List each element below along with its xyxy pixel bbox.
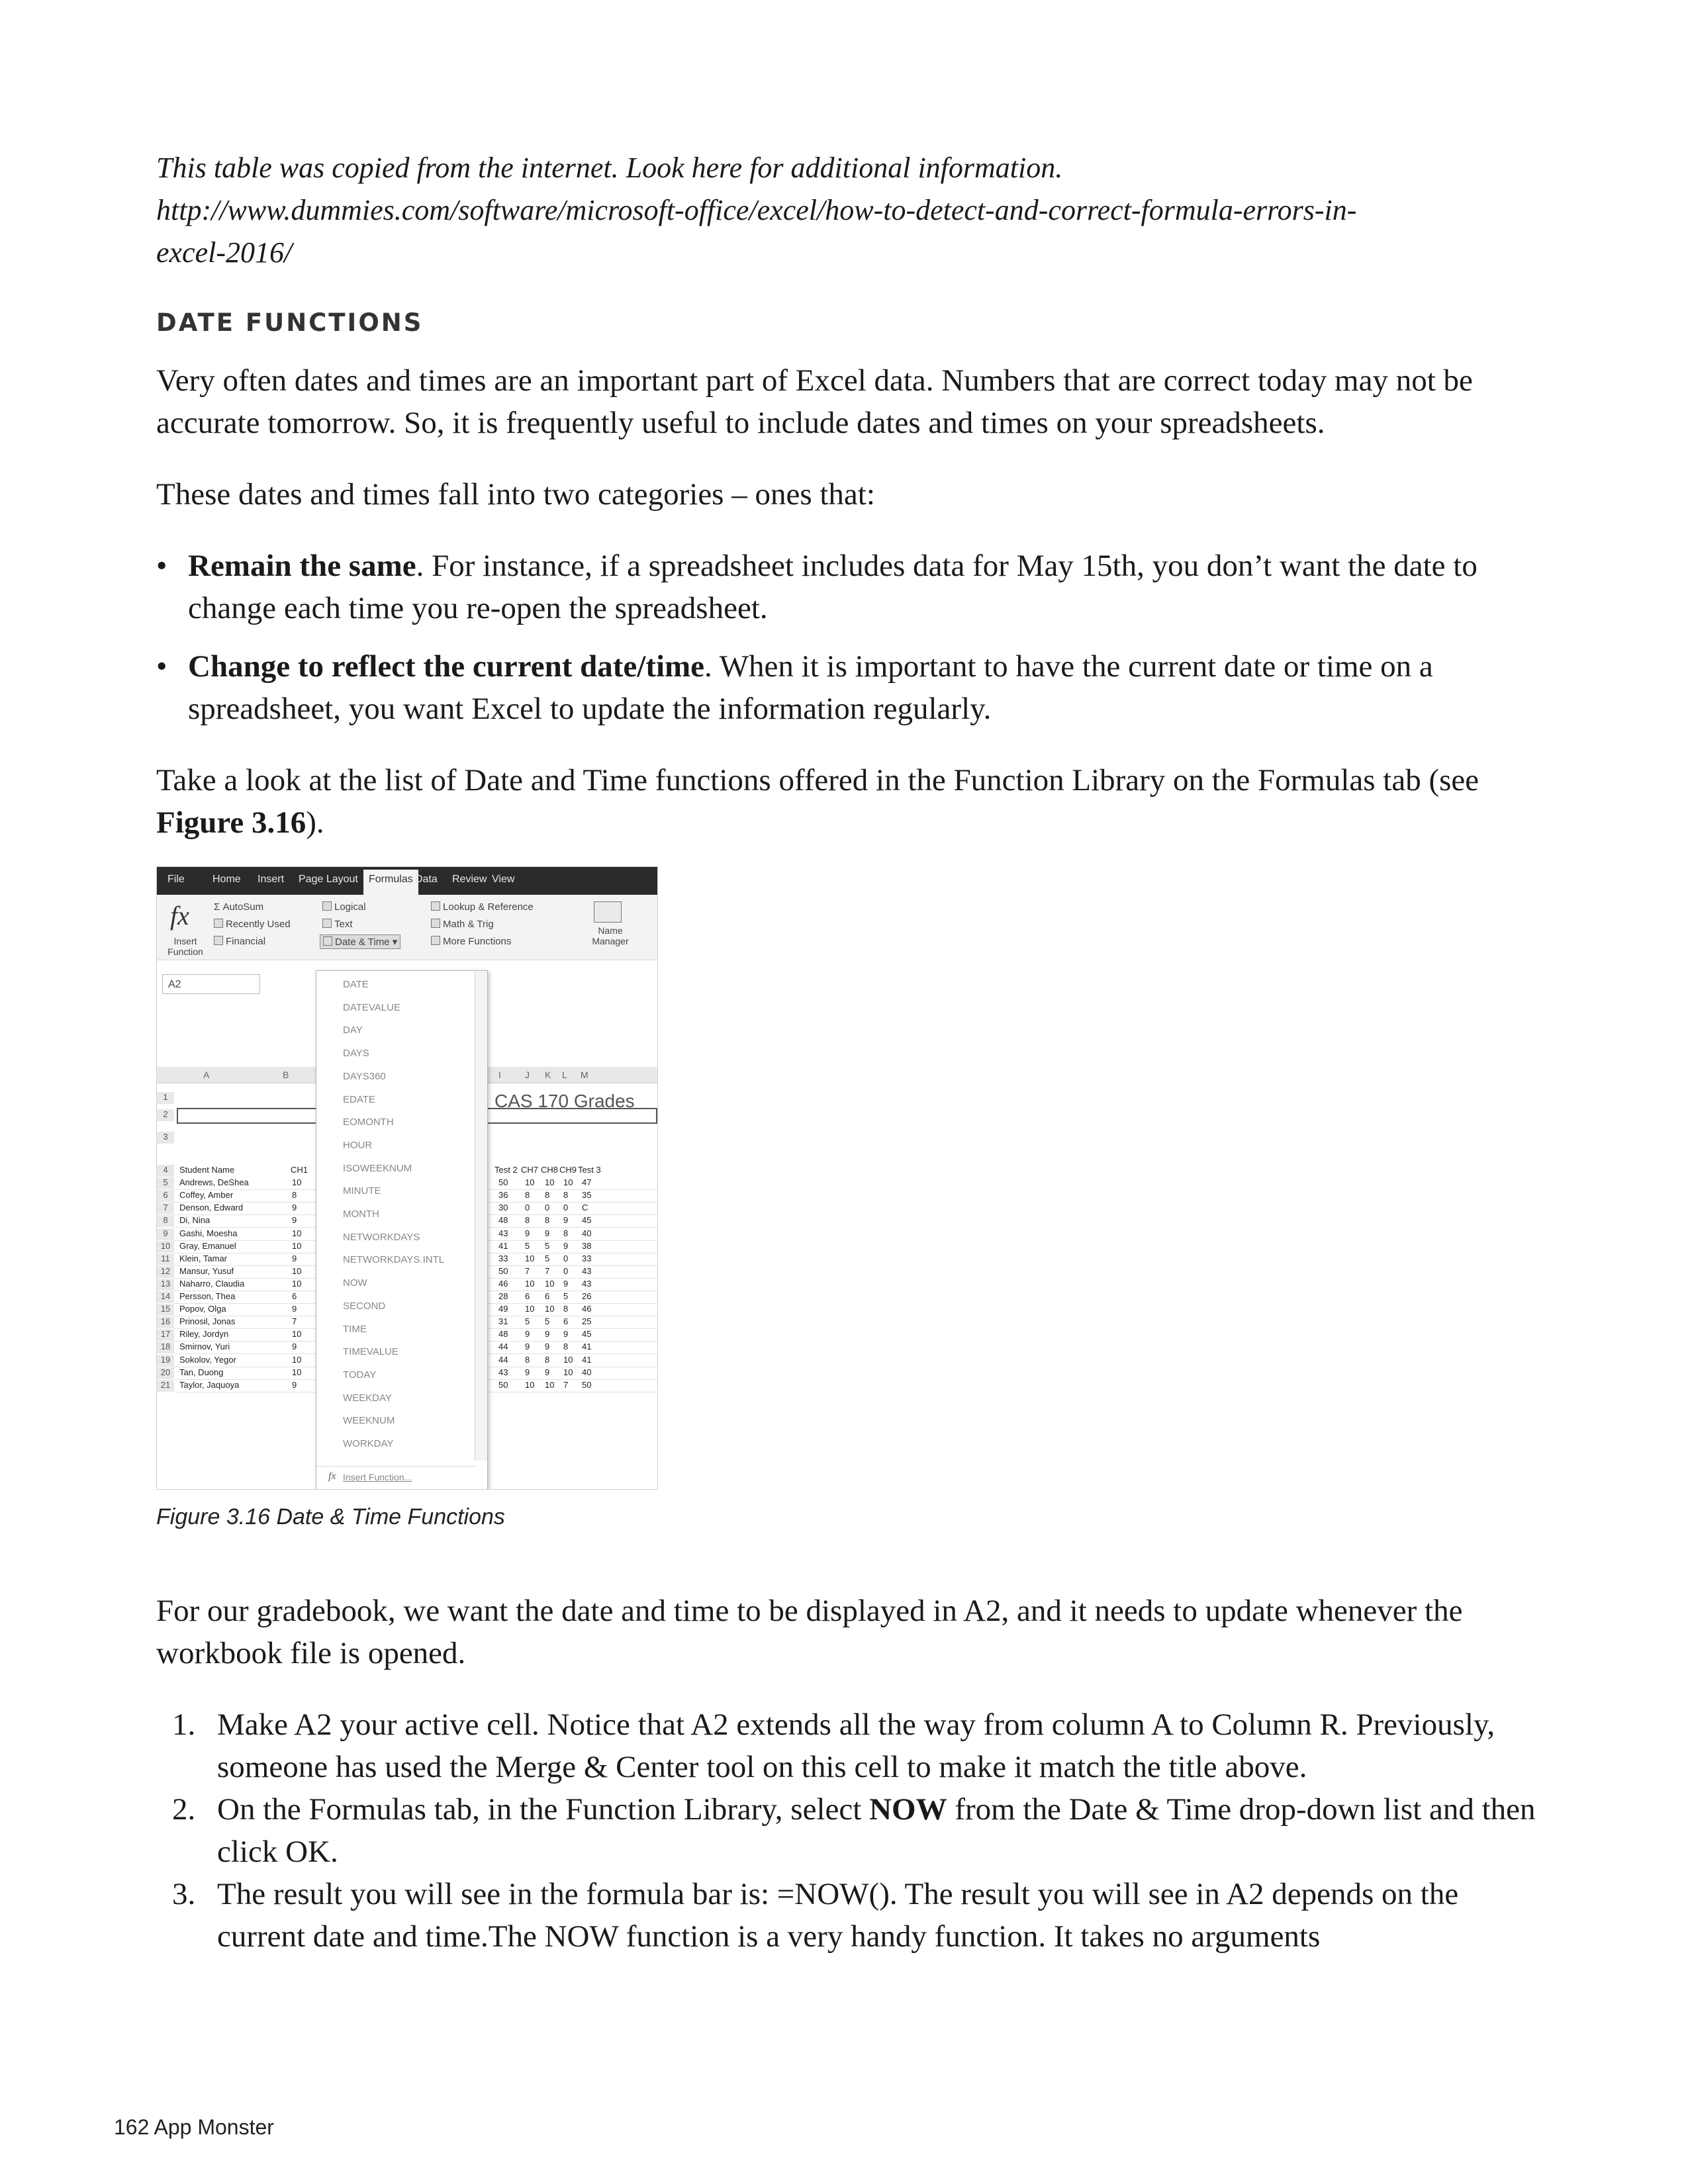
score-cell[interactable]: 8 [563, 1304, 569, 1314]
score-cell[interactable]: 33 [498, 1253, 508, 1263]
score-cell[interactable]: 46 [498, 1279, 508, 1289]
score-cell[interactable]: 9 [563, 1279, 569, 1289]
student-name-cell[interactable]: Persson, Thea [179, 1291, 236, 1301]
ch1-cell[interactable]: 10 [292, 1228, 302, 1238]
ch1-cell[interactable]: 7 [292, 1316, 297, 1326]
score-cell[interactable]: 41 [498, 1241, 508, 1251]
function-item-weeknum[interactable]: WEEKNUM [343, 1415, 395, 1426]
row-number[interactable]: 5 [157, 1177, 174, 1189]
score-cell[interactable]: 5 [525, 1316, 530, 1326]
row-number[interactable]: 4 [157, 1165, 174, 1177]
date-time-button[interactable]: Date & Time ▾ [320, 934, 400, 949]
score-cell[interactable]: 8 [563, 1228, 569, 1238]
intro-note [156, 147, 1540, 274]
row-number[interactable]: 6 [157, 1190, 174, 1202]
step-number: 2. [172, 1792, 196, 1827]
student-name-cell[interactable]: Gashi, Moesha [179, 1228, 238, 1238]
row-number[interactable]: 8 [157, 1215, 174, 1227]
score-cell[interactable]: 10 [525, 1177, 535, 1187]
score-cell[interactable]: 31 [498, 1316, 508, 1326]
more-functions-label: More Functions [443, 936, 512, 947]
row-number[interactable]: 13 [157, 1279, 174, 1291]
student-name-cell[interactable]: Tan, Duong [179, 1367, 224, 1377]
score-cell[interactable]: 44 [498, 1342, 508, 1351]
function-item-timevalue[interactable]: TIMEVALUE [343, 1346, 399, 1357]
paragraph-3-end: ). [306, 805, 324, 840]
score-cell[interactable]: 50 [498, 1266, 508, 1276]
score-cell[interactable]: 9 [525, 1367, 530, 1377]
step-item [156, 1873, 1540, 1958]
score-cell[interactable]: 43 [582, 1266, 592, 1276]
column-header-cell: Test 3 [578, 1165, 601, 1175]
score-cell[interactable]: 10 [563, 1177, 573, 1187]
student-name-cell[interactable]: Denson, Edward [179, 1203, 244, 1212]
score-cell[interactable]: 9 [545, 1367, 550, 1377]
score-cell[interactable]: 9 [563, 1329, 569, 1339]
score-cell[interactable]: 5 [545, 1253, 550, 1263]
score-cell[interactable]: 28 [498, 1291, 508, 1301]
tab-insert[interactable]: Insert [258, 874, 285, 885]
row-number[interactable]: 14 [157, 1291, 174, 1303]
step-text: On the Formulas tab, in the Function Library, select [217, 1792, 870, 1827]
function-item-networkdays-intl[interactable]: NETWORKDAYS.INTL [343, 1254, 445, 1265]
math-icon [431, 919, 440, 928]
intro-note-line1: This table was copied from the internet. Look here for additional information. [156, 152, 1063, 184]
function-item-workday[interactable]: WORKDAY [343, 1438, 394, 1449]
name-manager-button[interactable]: Name Manager [592, 925, 629, 946]
student-name-cell[interactable]: Sokolov, Yegor [179, 1355, 236, 1365]
score-cell[interactable]: 0 [563, 1203, 569, 1212]
page-footer: 162 App Monster [114, 2115, 274, 2139]
text-icon [322, 919, 332, 928]
score-cell[interactable]: 9 [563, 1215, 569, 1225]
function-item-minute[interactable]: MINUTE [343, 1185, 381, 1197]
student-name-cell[interactable]: Taylor, Jaquoya [179, 1380, 240, 1390]
score-cell[interactable]: 50 [498, 1380, 508, 1390]
row-number[interactable]: 1 [157, 1092, 174, 1104]
more-functions-icon [431, 936, 440, 945]
ch1-cell[interactable]: 10 [292, 1241, 302, 1251]
intro-note-url-end[interactable]: excel-2016/ [156, 236, 293, 269]
dropdown-scrollbar[interactable] [475, 971, 487, 1461]
paragraph-4: For our gradebook, we want the date and time to be displayed in A2, and it needs to update whenever the workbook file is opened. [156, 1594, 1463, 1670]
score-cell[interactable]: 41 [582, 1342, 592, 1351]
step-number: 1. [172, 1707, 196, 1742]
score-cell[interactable]: 5 [545, 1316, 550, 1326]
function-item-today[interactable]: TODAY [343, 1369, 377, 1381]
function-item-date[interactable]: DATE [343, 979, 369, 990]
score-cell[interactable]: 10 [525, 1380, 535, 1390]
insert-function-link[interactable]: Insert Function... [343, 1472, 412, 1482]
score-cell[interactable]: 7 [563, 1380, 569, 1390]
logical-button[interactable] [322, 901, 366, 913]
math-label: Math & Trig [443, 919, 494, 930]
tab-formulas[interactable]: Formulas [363, 870, 418, 895]
tab-page-layout[interactable]: Page Layout [299, 874, 358, 885]
score-cell[interactable]: 47 [582, 1177, 592, 1187]
score-cell[interactable]: 0 [563, 1266, 569, 1276]
ch1-cell[interactable]: 8 [292, 1190, 297, 1200]
figure-caption: Figure 3.16 Date & Time Functions [156, 1504, 505, 1529]
column-header-cell: Test 2 [494, 1165, 518, 1175]
score-cell[interactable]: 40 [582, 1228, 592, 1238]
function-item-month[interactable]: MONTH [343, 1208, 379, 1220]
score-cell[interactable]: 10 [525, 1253, 535, 1263]
score-cell[interactable]: 45 [582, 1215, 592, 1225]
function-item-hour[interactable]: HOUR [343, 1140, 373, 1151]
financial-icon [214, 936, 223, 945]
score-cell[interactable]: 6 [545, 1291, 550, 1301]
row-number[interactable]: 2 [157, 1109, 174, 1121]
step-text-end: from the Date & Time drop-down list and then click OK. [217, 1792, 1536, 1869]
ribbon-function-library [157, 895, 657, 960]
page-content [156, 147, 1540, 1958]
logical-icon [322, 901, 332, 911]
insert-function-button[interactable]: Insert Function [167, 936, 203, 957]
score-cell[interactable]: 8 [545, 1215, 550, 1225]
score-cell[interactable]: 9 [563, 1241, 569, 1251]
score-cell[interactable]: 25 [582, 1316, 592, 1326]
row-number[interactable]: 11 [157, 1253, 174, 1265]
date-time-dropdown [316, 970, 488, 1490]
paragraph-3 [156, 759, 1540, 844]
score-cell[interactable]: 7 [525, 1266, 530, 1276]
score-cell[interactable]: 40 [582, 1367, 592, 1377]
score-cell[interactable]: 10 [525, 1279, 535, 1289]
bullet-text: . When it is important to have the current date or time on a spreadsheet, you want Excel to update the information regularly. [188, 649, 1433, 726]
ch1-cell[interactable]: 10 [292, 1266, 302, 1276]
row-number[interactable]: 3 [157, 1132, 174, 1144]
recently-used-label: Recently Used [226, 919, 291, 930]
row-number[interactable]: 16 [157, 1316, 174, 1328]
score-cell[interactable]: 10 [545, 1279, 555, 1289]
step-number: 3. [172, 1877, 196, 1911]
score-cell[interactable]: 6 [563, 1316, 569, 1326]
step-bold: NOW [869, 1792, 947, 1827]
financial-label: Financial [226, 936, 266, 947]
step-item [156, 1704, 1540, 1788]
score-cell[interactable]: C [582, 1203, 588, 1212]
score-cell[interactable]: 8 [545, 1355, 550, 1365]
row-number[interactable]: 21 [157, 1380, 174, 1392]
score-cell[interactable]: 10 [563, 1355, 573, 1365]
ch1-cell[interactable]: 10 [292, 1367, 302, 1377]
score-cell[interactable]: 43 [498, 1228, 508, 1238]
recently-used-button[interactable] [214, 919, 291, 930]
text-button[interactable] [322, 919, 353, 930]
paragraph-1: Very often dates and times are an important part of Excel data. Numbers that are correct today may not be accurate tomorrow. So, it is frequently useful to include dates and times on your spreadsheets. [156, 363, 1473, 440]
section-heading: DATE FUNCTIONS [156, 308, 424, 337]
function-item-edate[interactable]: EDATE [343, 1094, 375, 1105]
score-cell[interactable]: 48 [498, 1215, 508, 1225]
student-name-cell[interactable]: Prinosil, Jonas [179, 1316, 236, 1326]
date-time-icon [323, 936, 332, 946]
row-number[interactable]: 18 [157, 1342, 174, 1353]
date-time-label: Date & Time [335, 936, 390, 948]
name-box[interactable]: A2 [162, 974, 260, 994]
ch1-cell[interactable]: 9 [292, 1342, 297, 1351]
score-cell[interactable]: 10 [545, 1304, 555, 1314]
ch1-cell[interactable]: 9 [292, 1253, 297, 1263]
score-cell[interactable]: 10 [525, 1304, 535, 1314]
tab-review[interactable]: Review [452, 874, 487, 885]
score-cell[interactable]: 9 [545, 1329, 550, 1339]
function-item-days[interactable]: DAYS [343, 1048, 369, 1059]
intro-note-url[interactable]: http://www.dummies.com/software/microsoft-office/excel/how-to-detect-and-correct-formula-errors-in- [156, 194, 1357, 226]
function-item-day[interactable]: DAY [343, 1024, 363, 1036]
math-trig-button[interactable] [431, 919, 494, 930]
score-cell[interactable]: 9 [545, 1228, 550, 1238]
bullet-item [156, 545, 1540, 629]
score-cell[interactable]: 0 [525, 1203, 530, 1212]
student-name-cell[interactable]: Gray, Emanuel [179, 1241, 236, 1251]
ch1-cell[interactable]: 9 [292, 1203, 297, 1212]
name-manager-icon[interactable] [594, 901, 622, 923]
function-item-weekday[interactable]: WEEKDAY [343, 1392, 392, 1404]
text-label: Text [334, 919, 353, 930]
score-cell[interactable]: 48 [498, 1329, 508, 1339]
tab-file[interactable]: File [167, 874, 185, 885]
bullet-bold: Change to reflect the current date/time [188, 649, 705, 684]
row-number[interactable]: 12 [157, 1266, 174, 1278]
score-cell[interactable]: 6 [525, 1291, 530, 1301]
student-name-cell[interactable]: Mansur, Yusuf [179, 1266, 234, 1276]
function-item-days360[interactable]: DAYS360 [343, 1071, 386, 1082]
function-item-networkdays[interactable]: NETWORKDAYS [343, 1232, 420, 1243]
row-number[interactable]: 19 [157, 1355, 174, 1367]
function-item-isoweeknum[interactable]: ISOWEEKNUM [343, 1163, 412, 1174]
ch1-cell[interactable]: 9 [292, 1215, 297, 1225]
row-number[interactable]: 9 [157, 1228, 174, 1240]
ch1-cell[interactable]: 10 [292, 1177, 302, 1187]
column-header[interactable]: B [283, 1069, 289, 1080]
lookup-icon [431, 901, 440, 911]
score-cell[interactable]: 5 [563, 1291, 569, 1301]
score-cell[interactable]: 41 [582, 1355, 592, 1365]
student-name-cell[interactable]: Andrews, DeShea [179, 1177, 249, 1187]
bullet-list [156, 545, 1540, 730]
row-number[interactable]: 17 [157, 1329, 174, 1341]
ch1-cell[interactable]: 10 [292, 1279, 302, 1289]
step-text: The result you will see in the formula bar is: =NOW(). The result you will see in A2 depends on the current date and time.The NOW function is a very handy function. It takes no arguments [217, 1877, 1459, 1954]
column-header[interactable]: M [581, 1069, 588, 1080]
score-cell[interactable]: 30 [498, 1203, 508, 1212]
score-cell[interactable]: 45 [582, 1329, 592, 1339]
excel-screenshot [156, 866, 658, 1490]
column-header[interactable]: A [203, 1069, 210, 1080]
step-item [156, 1788, 1540, 1873]
lookup-reference-button[interactable] [431, 901, 534, 913]
ch1-cell[interactable]: 9 [292, 1380, 297, 1390]
insert-function-small-icon: fx [328, 1471, 336, 1482]
function-item-datevalue[interactable]: DATEVALUE [343, 1002, 400, 1013]
autosum-button[interactable]: Σ AutoSum [214, 901, 264, 913]
row-number[interactable]: 10 [157, 1241, 174, 1253]
bullet-text: . For instance, if a spreadsheet includes data for May 15th, you don’t want the date to change each time you re-open the spreadsheet. [188, 549, 1477, 625]
column-header-cell: CH9 [559, 1165, 577, 1175]
financial-button[interactable] [214, 936, 265, 947]
column-header-cell: CH8 [541, 1165, 559, 1175]
step-text: Make A2 your active cell. Notice that A2 extends all the way from column A to Column R. Previously, someone has used the Merge & Center tool on this cell to make it match the title above. [217, 1707, 1495, 1784]
bullet-item [156, 645, 1540, 730]
sheet-title: CAS 170 Grades [494, 1091, 635, 1111]
bullet-dot-icon: • [156, 549, 167, 583]
paragraph-3-text: Take a look at the list of Date and Time functions offered in the Function Library on the Formulas tab (see [156, 763, 1479, 797]
score-cell[interactable]: 8 [563, 1190, 569, 1200]
score-cell[interactable]: 8 [545, 1190, 550, 1200]
score-cell[interactable]: 9 [525, 1329, 530, 1339]
score-cell[interactable]: 10 [545, 1177, 555, 1187]
score-cell[interactable]: 10 [545, 1380, 555, 1390]
tab-view[interactable]: View [492, 874, 515, 885]
score-cell[interactable]: 5 [525, 1241, 530, 1251]
score-cell[interactable]: 33 [582, 1253, 592, 1263]
ch1-cell[interactable]: 10 [292, 1355, 302, 1365]
ribbon-tabs [157, 867, 657, 895]
score-cell[interactable]: 9 [545, 1342, 550, 1351]
score-cell[interactable]: 50 [498, 1177, 508, 1187]
score-cell[interactable]: 8 [525, 1215, 530, 1225]
student-name-cell[interactable]: Naharro, Claudia [179, 1279, 245, 1289]
more-functions-button[interactable] [431, 936, 511, 947]
column-ch1: CH1 [291, 1165, 308, 1175]
recently-used-icon [214, 919, 223, 928]
function-item-eomonth[interactable]: EOMONTH [343, 1116, 394, 1128]
score-cell[interactable]: 9 [525, 1342, 530, 1351]
score-cell[interactable]: 38 [582, 1241, 592, 1251]
score-cell[interactable]: 26 [582, 1291, 592, 1301]
ch1-cell[interactable]: 6 [292, 1291, 297, 1301]
tab-data[interactable]: Data [415, 874, 438, 885]
score-cell[interactable]: 49 [498, 1304, 508, 1314]
figure-reference: Figure 3.16 [156, 805, 306, 840]
column-header[interactable]: K [545, 1069, 551, 1080]
bullet-dot-icon: • [156, 649, 167, 684]
column-header[interactable]: L [562, 1069, 567, 1080]
score-cell[interactable]: 9 [525, 1228, 530, 1238]
column-header-cell: CH7 [521, 1165, 539, 1175]
student-name-cell[interactable]: Popov, Olga [179, 1304, 226, 1314]
score-cell[interactable]: 8 [525, 1190, 530, 1200]
logical-label: Logical [334, 901, 366, 913]
column-student-name: Student Name [179, 1165, 235, 1175]
tab-home[interactable]: Home [212, 874, 241, 885]
insert-function-icon[interactable]: fx [170, 901, 189, 931]
function-item-second[interactable]: SECOND [343, 1300, 386, 1312]
ch1-cell[interactable]: 10 [292, 1329, 302, 1339]
column-header[interactable]: I [498, 1069, 501, 1080]
student-name-cell[interactable]: Coffey, Amber [179, 1190, 234, 1200]
student-name-cell[interactable]: Di, Nina [179, 1215, 211, 1225]
steps-list [156, 1704, 1540, 1958]
score-cell[interactable]: 5 [545, 1241, 550, 1251]
score-cell[interactable]: 50 [582, 1380, 592, 1390]
function-item-time[interactable]: TIME [343, 1324, 367, 1335]
student-name-cell[interactable]: Klein, Tamar [179, 1253, 228, 1263]
score-cell[interactable]: 10 [563, 1367, 573, 1377]
score-cell[interactable]: 43 [498, 1367, 508, 1377]
function-item-now[interactable]: NOW [343, 1277, 367, 1289]
score-cell[interactable]: 0 [545, 1203, 550, 1212]
score-cell[interactable]: 0 [563, 1253, 569, 1263]
student-name-cell[interactable]: Smirnov, Yuri [179, 1342, 230, 1351]
score-cell[interactable]: 36 [498, 1190, 508, 1200]
lookup-label: Lookup & Reference [443, 901, 534, 913]
row-number[interactable]: 7 [157, 1203, 174, 1214]
row-number[interactable]: 20 [157, 1367, 174, 1379]
student-name-cell[interactable]: Riley, Jordyn [179, 1329, 229, 1339]
score-cell[interactable]: 8 [563, 1342, 569, 1351]
ch1-cell[interactable]: 9 [292, 1304, 297, 1314]
score-cell[interactable]: 7 [545, 1266, 550, 1276]
score-cell[interactable]: 46 [582, 1304, 592, 1314]
paragraph-2: These dates and times fall into two categories – ones that: [156, 477, 875, 512]
score-cell[interactable]: 35 [582, 1190, 592, 1200]
row-number[interactable]: 15 [157, 1304, 174, 1316]
score-cell[interactable]: 8 [525, 1355, 530, 1365]
column-header[interactable]: J [525, 1069, 530, 1080]
score-cell[interactable]: 43 [582, 1279, 592, 1289]
insert-function-row[interactable] [316, 1466, 475, 1490]
score-cell[interactable]: 44 [498, 1355, 508, 1365]
bullet-bold: Remain the same [188, 549, 416, 583]
